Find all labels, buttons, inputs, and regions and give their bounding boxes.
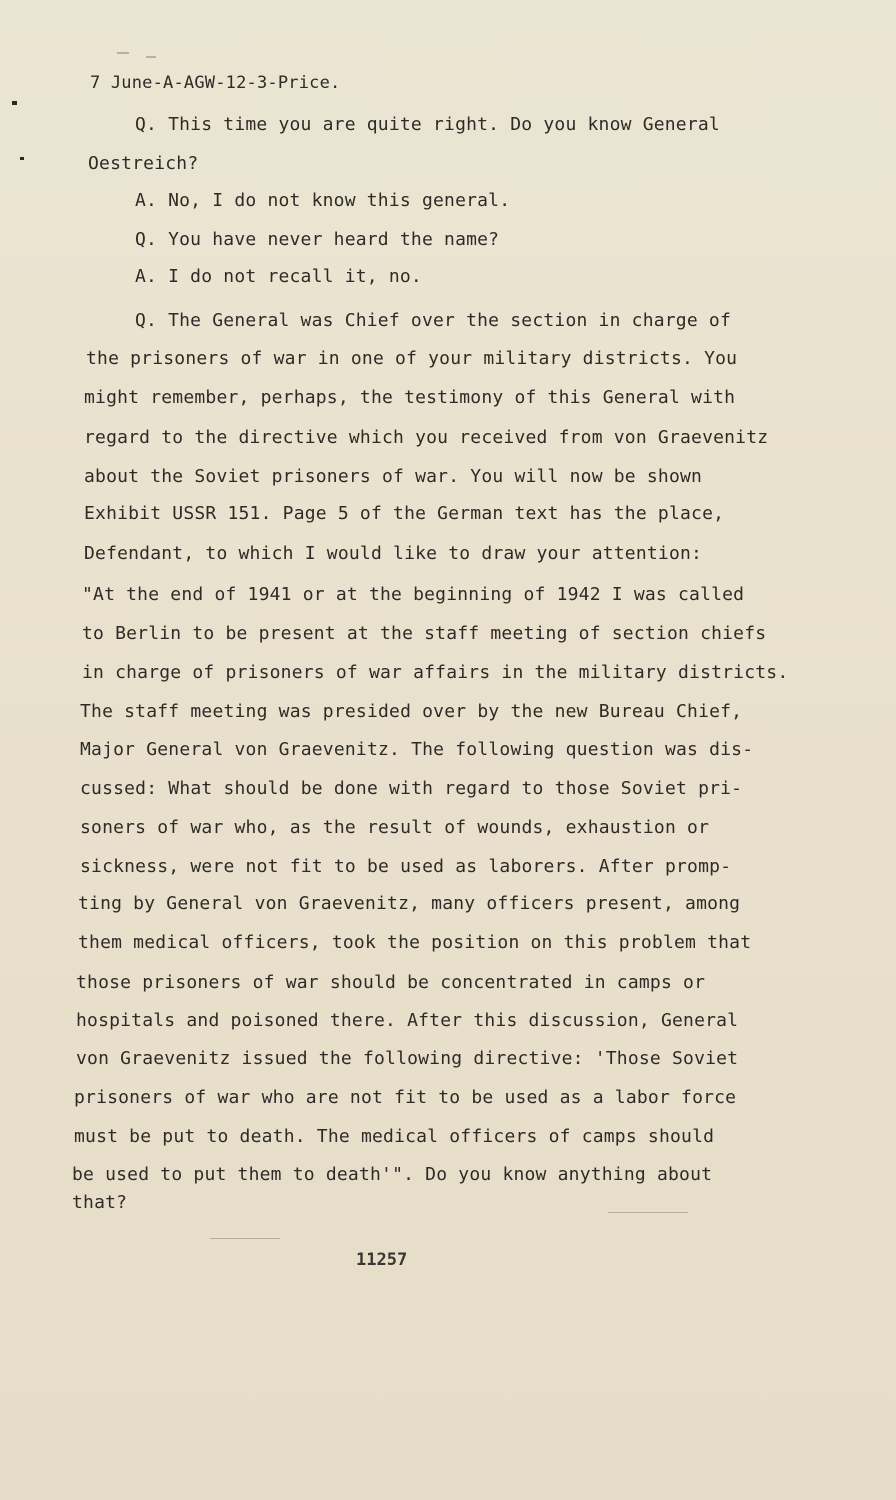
text-line: be used to put them to death'". Do you know anything about [72,1164,713,1185]
text-line: those prisoners of war should be concentrated in camps or [76,972,706,993]
text-line: Q. This time you are quite right. Do you know General [135,114,720,135]
paper-speck [146,56,156,58]
paper-speck [117,52,129,54]
text-line: A. I do not recall it, no. [135,266,422,287]
page-number: 11257 [356,1250,408,1270]
text-line: ting by General von Graevenitz, many officers present, among [78,893,741,914]
text-line: must be put to death. The medical officers of camps should [74,1126,715,1147]
text-line: to Berlin to be present at the staff meeting of section chiefs [82,623,767,644]
text-line: "At the end of 1941 or at the beginning of 1942 I was called [82,584,745,605]
text-line: A. No, I do not know this general. [135,190,511,211]
margin-mark [12,101,17,105]
text-line: Defendant, to which I would like to draw your attention: [84,543,703,564]
text-line: might remember, perhaps, the testimony of this General with [84,387,736,408]
text-line: Exhibit USSR 151. Page 5 of the German text has the place, [84,503,725,524]
text-line: von Graevenitz issued the following directive: 'Those Soviet [76,1048,739,1069]
text-line: cussed: What should be done with regard to those Soviet pri- [80,778,743,799]
paper-speck [210,1238,280,1239]
text-line: sickness, were not fit to be used as laborers. After promp- [80,856,732,877]
text-line: regard to the directive which you received from von Graevenitz [84,427,769,448]
margin-mark [20,157,24,160]
document-header: 7 June-A-AGW-12-3-Price. [90,73,341,93]
text-line: hospitals and poisoned there. After this discussion, General [76,1010,739,1031]
text-line: soners of war who, as the result of wounds, exhaustion or [80,817,710,838]
text-line: Q. You have never heard the name? [135,229,500,250]
paper-speck [608,1212,688,1213]
text-line: Major General von Graevenitz. The following question was dis- [80,739,754,760]
text-line: in charge of prisoners of war affairs in the military districts. [82,662,789,683]
text-line: Q. The General was Chief over the section in charge of [135,310,731,331]
text-line: them medical officers, took the position on this problem that [78,932,752,953]
text-line: prisoners of war who are not fit to be used as a labor force [74,1087,737,1108]
text-line: Oestreich? [88,153,199,174]
text-line: the prisoners of war in one of your military districts. You [86,348,738,369]
text-line: about the Soviet prisoners of war. You will now be shown [84,466,703,487]
text-line: The staff meeting was presided over by the new Bureau Chief, [80,701,743,722]
text-line: that? [72,1192,128,1213]
